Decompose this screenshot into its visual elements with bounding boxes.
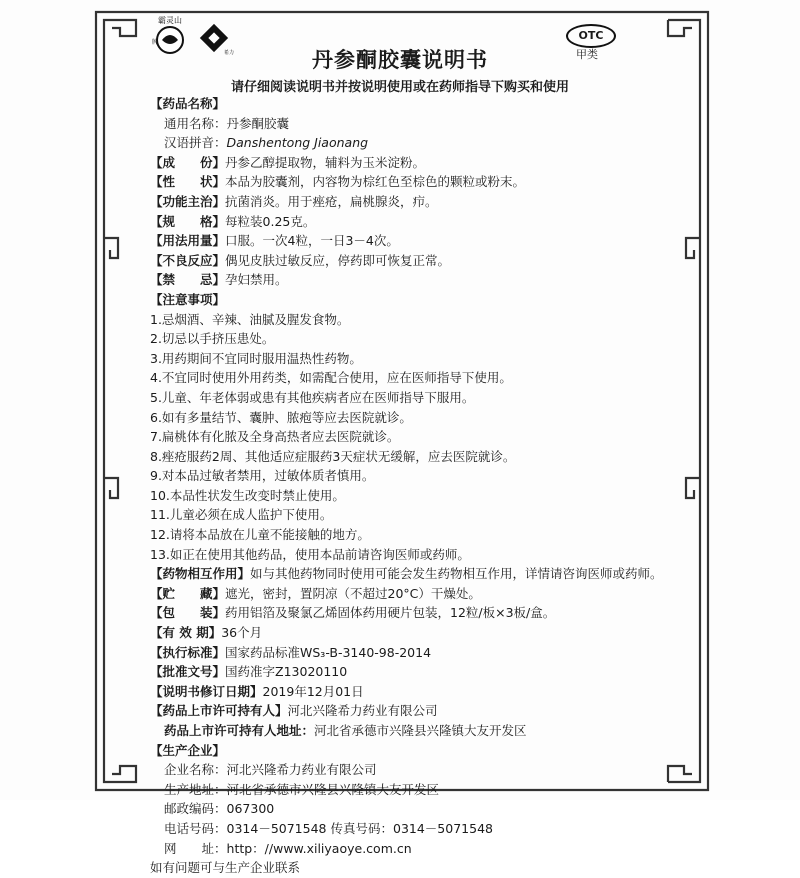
field-label: 【批准文号】 [150,664,226,680]
manufacturer-address-row [150,780,670,800]
field-label: 【执行标准】 [150,644,226,660]
company-logo-sub: 希力 [224,50,235,56]
holder-address-value: 河北省承德市兴隆县兴隆镇大友开发区 [314,723,527,738]
precaution-item: 10.本品性状发生改变时禁止使用。 [150,487,345,503]
field-value: 抗菌消炎。用于痤疮，扁桃腺炎，疖。 [225,193,438,209]
manufacturer-postcode-row [150,799,670,819]
field-label: 【不良反应】 [150,252,226,268]
field-license-holder [150,701,670,721]
leaflet-content [150,94,670,878]
manufacturer-fax-value: 0314－5071548 [393,820,493,836]
brand-logo-text: 霸灵山 [158,16,182,25]
field-value: 如与其他药物同时使用可能会发生药物相互作用，详情请咨询医师或药师。 [250,566,663,582]
precaution-item: 12.请将本品放在儿童不能接触的地方。 [150,527,370,543]
precaution-item: 13.如正在使用其他药品，使用本品前请咨询医师或药师。 [150,546,470,562]
field-label: 【用法用量】 [150,233,226,249]
field-value: 国药准字Z13020110 [225,664,348,680]
field-standard [150,643,670,663]
section-drug-name: 【药品名称】 [150,96,226,111]
license-holder-address-row [150,721,670,741]
field-indications [150,192,670,212]
pinyin-row [150,133,670,153]
precaution-item: 9.对本品过敏者禁用，过敏体质者慎用。 [150,468,375,484]
manufacturer-website-row [150,839,670,859]
manufacturer-footer: 如有问题可与生产企业联系 [150,860,301,876]
field-approval-number [150,662,670,682]
field-value: 遮光，密封，置阴凉（不超过20°C）干燥处。 [225,585,481,601]
generic-name-row [150,114,670,134]
field-ingredients [150,153,670,173]
field-label: 【包 装】 [150,605,226,621]
field-shelf-life [150,623,670,643]
precaution-item: 2.切忌以手挤压患处。 [150,331,275,347]
brand-logo-sub: 牌 [152,39,159,46]
document-subtitle: 请仔细阅读说明书并按说明使用或在药师指导下购买和使用 [230,80,569,95]
precaution-item: 1.忌烟酒、辛辣、油腻及腥发食物。 [150,311,350,327]
field-revision-date [150,682,670,702]
manufacturer-field-label: 电话号码： [164,820,227,836]
generic-name-value: 丹参酮胶囊 [226,115,290,131]
field-value: 36个月 [221,625,263,641]
precaution-item: 8.痤疮服药2周、其他适应症服药3天症状无缓解，应去医院就诊。 [150,448,516,464]
field-appearance [150,172,670,192]
field-adverse-reactions [150,251,670,271]
manufacturer-name-row [150,760,670,780]
precaution-item: 6.如有多量结节、囊肿、脓疱等应去医院就诊。 [150,409,412,425]
otc-badge: OTC [566,24,616,48]
manufacturer-field-label: 企业名称： [164,762,227,778]
field-dosage [150,231,670,251]
field-label: 【说明书修订日期】 [150,683,263,699]
field-label: 【贮 藏】 [150,585,226,601]
manufacturer-phone-row [150,819,670,839]
field-storage [150,584,670,604]
manufacturer-field-label: 网 址： [164,840,227,856]
manufacturer-field-value: 河北省承德市兴隆县兴隆镇大友开发区 [226,781,440,797]
field-label: 【禁 忌】 [150,272,226,288]
field-value: 河北兴隆希力药业有限公司 [287,703,438,719]
manufacturer-field-value: 067300 [226,801,275,817]
field-value: 每粒装0.25克。 [225,213,316,229]
field-value: 丹参乙醇提取物，辅料为玉米淀粉。 [225,154,426,170]
field-value: 国家药品标准WS₃-B-3140-98-2014 [225,644,432,660]
precaution-item: 7.扁桃体有化脓及全身高热者应去医院就诊。 [150,429,400,445]
precaution-item: 4.不宜同时使用外用药类，如需配合使用，应在医师指导下使用。 [150,370,512,386]
manufacturer-fax-label: 传真号码： [330,820,393,836]
field-packaging [150,603,670,623]
field-label: 【功能主治】 [150,193,226,209]
manufacturer-field-value: 0314－5071548 [226,820,327,836]
field-value: 2019年12月01日 [262,683,364,699]
precaution-item: 11.儿童必须在成人监护下使用。 [150,507,333,523]
field-specification [150,212,670,232]
field-label: 【成 份】 [150,154,226,170]
generic-name-label: 通用名称： [164,115,227,131]
field-label: 【药品上市许可持有人】 [150,703,288,719]
holder-address-label: 药品上市许可持有人地址： [164,723,315,738]
manufacturer-field-value: http：//www.xiliyaoye.com.cn [226,840,412,856]
field-contraindications [150,270,670,290]
field-value: 药用铝箔及聚氯乙烯固体药用硬片包装，12粒/板×3板/盒。 [225,605,556,621]
precaution-item: 3.用药期间不宜同时服用温热性药物。 [150,350,362,366]
precaution-item: 5.儿童、年老体弱或患有其他疾病者应在医师指导下服用。 [150,389,475,405]
pinyin-label: 汉语拼音： [164,135,227,151]
pinyin-value: Danshentong Jiaonang [226,135,369,151]
field-drug-interactions [150,564,670,584]
field-label: 【有 效 期】 [150,625,222,641]
manufacturer-field-label: 邮政编码： [164,801,227,817]
field-value: 偶见皮肤过敏反应，停药即可恢复正常。 [225,252,451,268]
section-precautions: 【注意事项】 [150,291,226,307]
field-value: 本品为胶囊剂，内容物为棕红色至棕色的颗粒或粉末。 [225,174,526,190]
section-manufacturer: 【生产企业】 [150,742,226,758]
manufacturer-field-value: 河北兴隆希力药业有限公司 [226,762,377,778]
document-title: 丹参酮胶囊说明书 [312,47,488,72]
field-value: 孕妇禁用。 [225,272,288,288]
field-label: 【性 状】 [150,174,226,190]
field-label: 【药物相互作用】 [150,566,251,582]
manufacturer-field-label: 生产地址： [164,781,227,797]
field-value: 口服。一次4粒，一日3－4次。 [225,233,399,249]
field-label: 【规 格】 [150,213,226,229]
otc-class: 甲类 [576,48,598,61]
